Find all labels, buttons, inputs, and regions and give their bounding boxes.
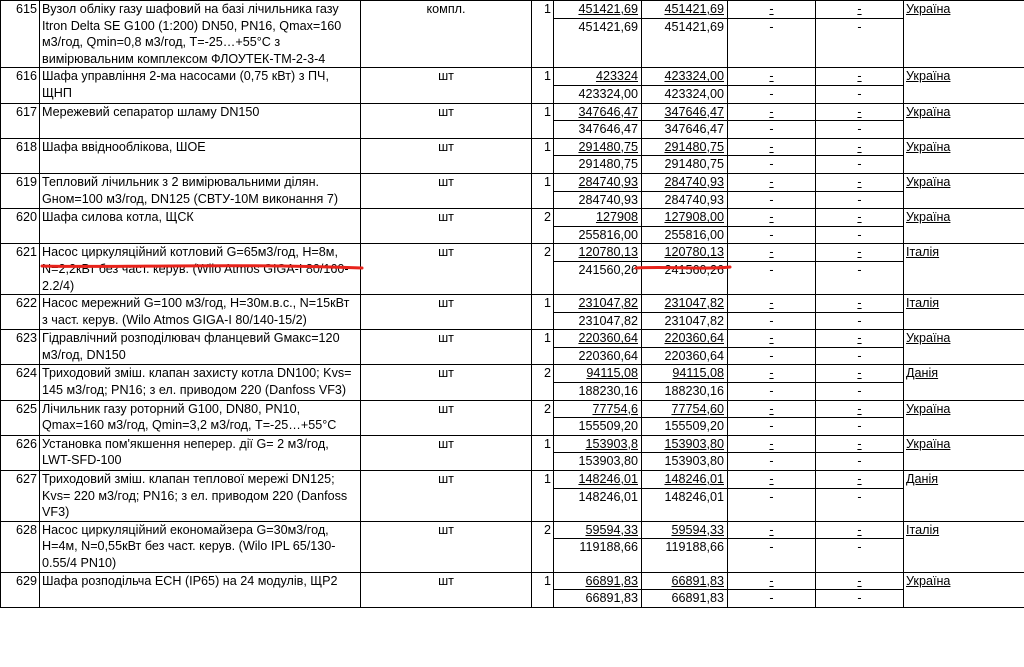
unit-price-bottom: 231047,82	[554, 312, 641, 330]
total-sum-bottom: 347646,47	[642, 120, 727, 138]
table-row	[1, 173, 1024, 208]
dash-col-a	[728, 103, 816, 138]
unit-price-top: 291480,75	[578, 139, 638, 154]
total-sum-top: 148246,01	[664, 472, 724, 487]
table-row	[1, 330, 1024, 365]
quantity-cell: 1	[532, 68, 554, 103]
dash-col-b-bottom: -	[816, 18, 903, 36]
dash-col-b-top: -	[857, 210, 862, 225]
table-row	[1, 435, 1024, 470]
table-row	[1, 209, 1024, 244]
dash-col-b-top: -	[857, 401, 862, 416]
total-sum	[642, 435, 728, 470]
country-link[interactable]: Україна	[906, 573, 951, 588]
total-sum-bottom: 66891,83	[642, 589, 727, 607]
country-cell	[904, 173, 1024, 208]
unit-price	[554, 521, 642, 572]
country-link[interactable]: Україна	[906, 436, 951, 451]
item-name: Шафа ввіднооблікова, ШОЕ	[40, 138, 361, 173]
unit-cell: компл.	[361, 1, 532, 68]
total-sum-bottom: 155509,20	[642, 417, 727, 435]
unit-price	[554, 244, 642, 295]
quantity-cell: 1	[532, 330, 554, 365]
total-sum	[642, 1, 728, 68]
unit-price-bottom: 347646,47	[554, 120, 641, 138]
dash-col-b	[816, 103, 904, 138]
unit-price-top: 423324	[595, 69, 638, 84]
table-row	[1, 521, 1024, 572]
dash-col-b-top: -	[857, 2, 862, 16]
country-cell	[904, 103, 1024, 138]
total-sum	[642, 365, 728, 400]
total-sum-bottom: 291480,75	[642, 155, 727, 173]
quantity-cell: 2	[532, 365, 554, 400]
row-number: 618	[1, 138, 40, 173]
dash-col-a	[728, 330, 816, 365]
total-sum-top: 153903,80	[664, 436, 724, 451]
unit-cell: шт	[361, 244, 532, 295]
unit-price-top: 231047,82	[578, 296, 638, 311]
quantity-cell: 1	[532, 435, 554, 470]
dash-col-b	[816, 572, 904, 607]
quantity-cell: 1	[532, 103, 554, 138]
dash-col-b-bottom: -	[816, 347, 903, 365]
total-sum-bottom: 188230,16	[642, 382, 727, 400]
row-number: 626	[1, 435, 40, 470]
total-sum-top: 94115,08	[672, 366, 724, 381]
table-row	[1, 138, 1024, 173]
table-row	[1, 365, 1024, 400]
quantity-cell: 1	[532, 295, 554, 330]
dash-col-b-top: -	[857, 366, 862, 381]
unit-price-bottom: 188230,16	[554, 382, 641, 400]
dash-col-a-bottom: -	[728, 488, 815, 506]
dash-col-a-top: -	[769, 366, 774, 381]
row-number: 620	[1, 209, 40, 244]
country-link[interactable]: Італія	[906, 522, 940, 537]
country-link[interactable]: Україна	[906, 2, 951, 16]
dash-col-a	[728, 521, 816, 572]
row-number: 616	[1, 68, 40, 103]
dash-col-b-bottom: -	[816, 538, 903, 556]
table-row	[1, 244, 1024, 295]
item-name: Мережевий сепаратор шламу DN150	[40, 103, 361, 138]
total-sum-top: 291480,75	[664, 139, 724, 154]
dash-col-a-bottom: -	[728, 191, 815, 209]
dash-col-b-top: -	[857, 296, 862, 311]
country-cell	[904, 330, 1024, 365]
dash-col-a-top: -	[769, 139, 774, 154]
unit-price	[554, 68, 642, 103]
unit-price-bottom: 423324,00	[554, 85, 641, 103]
total-sum	[642, 471, 728, 522]
total-sum-bottom: 423324,00	[642, 85, 727, 103]
row-number: 628	[1, 521, 40, 572]
unit-cell: шт	[361, 435, 532, 470]
total-sum-top: 451421,69	[664, 2, 724, 16]
dash-col-a-top: -	[769, 472, 774, 487]
dash-col-a-top: -	[769, 2, 774, 16]
total-sum-top: 66891,83	[671, 573, 724, 588]
dash-col-a	[728, 1, 816, 68]
dash-col-a-top: -	[769, 104, 774, 119]
unit-price-bottom: 291480,75	[554, 155, 641, 173]
dash-col-a-bottom: -	[728, 589, 815, 607]
dash-col-a	[728, 400, 816, 435]
country-cell	[904, 400, 1024, 435]
country-link[interactable]: Україна	[906, 174, 951, 189]
country-cell	[904, 138, 1024, 173]
dash-col-b-top: -	[857, 331, 862, 346]
total-sum-bottom: 451421,69	[642, 18, 727, 36]
unit-price-bottom: 241560,26	[554, 261, 641, 279]
dash-col-b-bottom: -	[816, 452, 903, 470]
country-cell	[904, 295, 1024, 330]
dash-col-b-bottom: -	[816, 312, 903, 330]
dash-col-a	[728, 435, 816, 470]
unit-price-top: 153903,8	[585, 436, 638, 451]
country-link[interactable]: Україна	[906, 69, 951, 84]
dash-col-b	[816, 173, 904, 208]
total-sum	[642, 295, 728, 330]
unit-cell: шт	[361, 138, 532, 173]
table-row	[1, 103, 1024, 138]
total-sum-top: 231047,82	[664, 296, 724, 311]
unit-price	[554, 209, 642, 244]
total-sum-bottom: 148246,01	[642, 488, 727, 506]
unit-cell: шт	[361, 68, 532, 103]
dash-col-a-bottom: -	[728, 452, 815, 470]
dash-col-a-top: -	[769, 401, 774, 416]
dash-col-a-bottom: -	[728, 18, 815, 36]
dash-col-b-bottom: -	[816, 488, 903, 506]
dash-col-a	[728, 244, 816, 295]
table-row	[1, 295, 1024, 330]
table-row	[1, 572, 1024, 607]
country-cell	[904, 244, 1024, 295]
unit-price-bottom: 66891,83	[554, 589, 641, 607]
dash-col-a-top: -	[769, 69, 774, 84]
total-sum	[642, 209, 728, 244]
dash-col-b-top: -	[857, 245, 862, 260]
total-sum-top: 220360,64	[664, 331, 724, 346]
dash-col-a	[728, 471, 816, 522]
dash-col-b	[816, 1, 904, 68]
unit-price-top: 127908	[595, 210, 638, 225]
unit-price-bottom: 148246,01	[554, 488, 641, 506]
item-name: Триходовий зміш. клапан теплової мережі DN125; Kvs= 220 м3/год; PN16; з ел. приводом 220 (Danfoss VF3)	[40, 471, 361, 522]
total-sum-bottom: 231047,82	[642, 312, 727, 330]
dash-col-b-top: -	[857, 69, 862, 84]
row-number: 627	[1, 471, 40, 522]
dash-col-b-top: -	[857, 174, 862, 189]
dash-col-a-top: -	[769, 573, 774, 588]
total-sum	[642, 138, 728, 173]
item-name: Вузол обліку газу шафовий на базі лічильника газу Itron Delta SE G100 (1:200) DN50, PN16, Qmax=160 м3/год, Qmin=0,8 м3/год, T=-25…+55°C з вимірювальним комплексом ФЛОУТЕК-ТМ-2-3-4	[40, 1, 361, 68]
item-name: Тепловий лічильник з 2 вимірювальними ділян. Gном=100 м3/год, DN125 (СВТУ-10М виконання 7)	[40, 173, 361, 208]
dash-col-b-bottom: -	[816, 589, 903, 607]
dash-col-a	[728, 365, 816, 400]
unit-price-top: 347646,47	[578, 104, 638, 119]
unit-price	[554, 138, 642, 173]
quantity-cell: 1	[532, 572, 554, 607]
row-number: 629	[1, 572, 40, 607]
dash-col-b-top: -	[857, 472, 862, 487]
item-name: Гідравлічний розподілювач фланцевий Gмакс=120 м3/год, DN150	[40, 330, 361, 365]
dash-col-b-bottom: -	[816, 417, 903, 435]
row-number: 619	[1, 173, 40, 208]
total-sum-top: 120780,13	[664, 245, 724, 260]
unit-price	[554, 435, 642, 470]
country-link[interactable]: Україна	[906, 210, 951, 225]
total-sum-bottom: 284740,93	[642, 191, 727, 209]
unit-cell: шт	[361, 521, 532, 572]
dash-col-a-top: -	[769, 331, 774, 346]
quantity-cell: 2	[532, 244, 554, 295]
total-sum	[642, 173, 728, 208]
total-sum-bottom: 255816,00	[642, 226, 727, 244]
country-link[interactable]: Україна	[906, 401, 951, 416]
total-sum-bottom: 220360,64	[642, 347, 727, 365]
country-cell	[904, 365, 1024, 400]
dash-col-b	[816, 400, 904, 435]
unit-price-top: 94115,08	[586, 366, 638, 381]
row-number: 625	[1, 400, 40, 435]
unit-cell: шт	[361, 330, 532, 365]
unit-price-bottom: 284740,93	[554, 191, 641, 209]
item-name: Насос циркуляційний економайзера G=30м3/год, H=4м, N=0,55кВт без част. керув. (Wilo IPL 65/130-0.55/4 PN10)	[40, 521, 361, 572]
dash-col-b	[816, 295, 904, 330]
unit-price-top: 451421,69	[578, 2, 638, 16]
unit-cell: шт	[361, 103, 532, 138]
dash-col-b	[816, 330, 904, 365]
total-sum-top: 423324,00	[664, 69, 724, 84]
unit-price-top: 148246,01	[578, 472, 638, 487]
row-number: 624	[1, 365, 40, 400]
dash-col-b-top: -	[857, 104, 862, 119]
table-row	[1, 68, 1024, 103]
dash-col-a-bottom: -	[728, 226, 815, 244]
dash-col-a-top: -	[769, 210, 774, 225]
total-sum-bottom: 119188,66	[642, 538, 727, 556]
unit-cell: шт	[361, 572, 532, 607]
item-name: Шафа розподільча ЕСН (IP65) на 24 модулів, ЩР2	[40, 572, 361, 607]
country-cell	[904, 209, 1024, 244]
dash-col-b-top: -	[857, 139, 862, 154]
quantity-cell: 2	[532, 209, 554, 244]
country-cell	[904, 471, 1024, 522]
total-sum-top: 127908,00	[664, 210, 724, 225]
dash-col-a-bottom: -	[728, 85, 815, 103]
country-link[interactable]: Україна	[906, 104, 951, 119]
total-sum	[642, 244, 728, 295]
country-cell	[904, 521, 1024, 572]
total-sum	[642, 521, 728, 572]
total-sum	[642, 68, 728, 103]
dash-col-a-bottom: -	[728, 538, 815, 556]
item-name: Насос циркуляційний котловий G=65м3/год, H=8м, N=2,2кВт без част. керув. (Wilo Atmos GIGA-I 80/160-2.2/4)	[40, 244, 361, 295]
item-name: Триходовий зміш. клапан захисту котла DN100; Kvs= 145 м3/год; PN16; з ел. приводом 220 (Danfoss VF3)	[40, 365, 361, 400]
dash-col-b-bottom: -	[816, 155, 903, 173]
country-cell	[904, 1, 1024, 68]
country-link[interactable]: Данія	[906, 366, 939, 381]
unit-price-bottom: 153903,80	[554, 452, 641, 470]
unit-price	[554, 572, 642, 607]
dash-col-b	[816, 68, 904, 103]
item-name: Установка пом'якшення неперер. дії G= 2 м3/год, LWT-SFD-100	[40, 435, 361, 470]
unit-price-top: 220360,64	[578, 331, 638, 346]
country-link[interactable]: Італія	[906, 296, 940, 311]
unit-cell: шт	[361, 209, 532, 244]
unit-price-bottom: 119188,66	[554, 538, 641, 556]
country-link[interactable]: Італія	[906, 245, 940, 260]
country-cell	[904, 68, 1024, 103]
unit-price	[554, 103, 642, 138]
unit-price	[554, 330, 642, 365]
total-sum-top: 59594,33	[671, 522, 724, 537]
row-number: 623	[1, 330, 40, 365]
country-link[interactable]: Україна	[906, 139, 951, 154]
total-sum	[642, 103, 728, 138]
table-row	[1, 471, 1024, 522]
table-row	[1, 400, 1024, 435]
dash-col-a-top: -	[769, 245, 774, 260]
unit-price	[554, 365, 642, 400]
country-cell	[904, 572, 1024, 607]
dash-col-b-bottom: -	[816, 226, 903, 244]
dash-col-b-bottom: -	[816, 120, 903, 138]
unit-cell: шт	[361, 295, 532, 330]
total-sum-top: 347646,47	[664, 104, 724, 119]
dash-col-a-top: -	[769, 522, 774, 537]
dash-col-a	[728, 173, 816, 208]
row-number: 621	[1, 244, 40, 295]
item-name: Насос мережний G=100 м3/год, H=30м.в.с., N=15кВт з част. керув. (Wilo Atmos GIGA-I 80/140-15/2)	[40, 295, 361, 330]
quantity-cell: 2	[532, 521, 554, 572]
total-sum-top: 77754,60	[671, 401, 724, 416]
dash-col-b-bottom: -	[816, 261, 903, 279]
country-link[interactable]: Данія	[906, 472, 939, 487]
dash-col-a-bottom: -	[728, 382, 815, 400]
row-number: 622	[1, 295, 40, 330]
dash-col-a-top: -	[769, 174, 774, 189]
quantity-cell: 1	[532, 471, 554, 522]
dash-col-a-top: -	[769, 296, 774, 311]
unit-cell: шт	[361, 471, 532, 522]
dash-col-a	[728, 68, 816, 103]
dash-col-a-top: -	[769, 436, 774, 451]
unit-cell: шт	[361, 173, 532, 208]
total-sum-bottom: 153903,80	[642, 452, 727, 470]
dash-col-a	[728, 572, 816, 607]
total-sum	[642, 400, 728, 435]
total-sum-bottom: 241560,26	[642, 261, 727, 279]
unit-price-top: 284740,93	[578, 174, 638, 189]
dash-col-a	[728, 138, 816, 173]
unit-price-top: 77754,6	[592, 401, 638, 416]
unit-price-top: 120780,13	[578, 245, 638, 260]
dash-col-b	[816, 138, 904, 173]
item-name: Шафа силова котла, ЩСК	[40, 209, 361, 244]
country-link[interactable]: Україна	[906, 331, 951, 346]
dash-col-b-bottom: -	[816, 85, 903, 103]
unit-price-bottom: 220360,64	[554, 347, 641, 365]
table-row	[1, 1, 1024, 68]
dash-col-a-bottom: -	[728, 155, 815, 173]
dash-col-b-top: -	[857, 436, 862, 451]
dash-col-b	[816, 471, 904, 522]
quantity-cell: 1	[532, 173, 554, 208]
dash-col-b-bottom: -	[816, 191, 903, 209]
dash-col-a-bottom: -	[728, 120, 815, 138]
unit-price	[554, 295, 642, 330]
dash-col-b	[816, 365, 904, 400]
dash-col-a	[728, 295, 816, 330]
unit-cell: шт	[361, 365, 532, 400]
item-name: Лічильник газу роторний G100, DN80, PN10, Qmax=160 м3/год, Qmin=3,2 м3/год, T=-25…+55°C	[40, 400, 361, 435]
unit-price-top: 66891,83	[585, 573, 638, 588]
quantity-cell: 1	[532, 138, 554, 173]
unit-price	[554, 400, 642, 435]
dash-col-a	[728, 209, 816, 244]
unit-price-bottom: 451421,69	[554, 18, 641, 36]
dash-col-b	[816, 244, 904, 295]
dash-col-b-bottom: -	[816, 382, 903, 400]
row-number: 617	[1, 103, 40, 138]
dash-col-b-top: -	[857, 573, 862, 588]
unit-price-bottom: 155509,20	[554, 417, 641, 435]
row-number: 615	[1, 1, 40, 68]
dash-col-b-top: -	[857, 522, 862, 537]
total-sum-top: 284740,93	[664, 174, 724, 189]
item-name: Шафа управління 2-ма насосами (0,75 кВт) з ПЧ, ЩНП	[40, 68, 361, 103]
country-cell	[904, 435, 1024, 470]
dash-col-b	[816, 209, 904, 244]
quantity-cell: 1	[532, 1, 554, 68]
unit-price-top: 59594,33	[585, 522, 638, 537]
dash-col-a-bottom: -	[728, 312, 815, 330]
unit-price	[554, 471, 642, 522]
dash-col-a-bottom: -	[728, 347, 815, 365]
total-sum	[642, 572, 728, 607]
dash-col-b	[816, 435, 904, 470]
unit-price-bottom: 255816,00	[554, 226, 641, 244]
unit-price	[554, 173, 642, 208]
dash-col-a-bottom: -	[728, 417, 815, 435]
dash-col-b	[816, 521, 904, 572]
dash-col-a-bottom: -	[728, 261, 815, 279]
unit-price	[554, 1, 642, 68]
unit-cell: шт	[361, 400, 532, 435]
quantity-cell: 2	[532, 400, 554, 435]
total-sum	[642, 330, 728, 365]
